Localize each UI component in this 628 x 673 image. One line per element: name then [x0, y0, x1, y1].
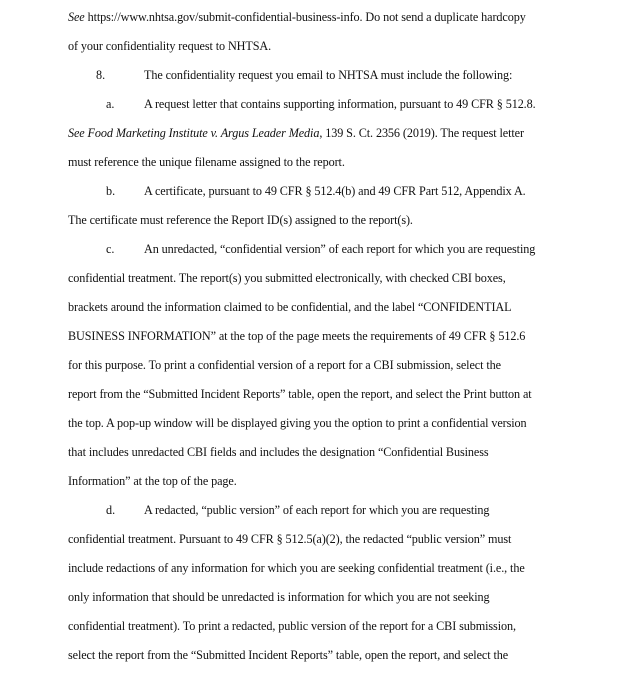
item-a-line-2 [68, 126, 524, 140]
item-d-marker: d. [106, 503, 116, 517]
item-b-marker: b. [106, 184, 116, 198]
item-c-marker: c. [106, 242, 115, 256]
item-8-text: The confidentiality request you email to NHTSA must include the following: [144, 68, 513, 82]
item-a-line-2-text: , 139 S. Ct. 2356 (2019). The request letter [319, 126, 524, 140]
item-8-number: 8. [96, 68, 106, 82]
item-d-line-2: confidential treatment. Pursuant to 49 CFR § 512.5(a)(2), the redacted “public version” must [68, 532, 512, 546]
item-d-line-1: A redacted, “public version” of each report for which you are requesting [144, 503, 490, 517]
item-c-line-9: Information” at the top of the page. [68, 474, 237, 488]
intro-line-2: of your confidentiality request to NHTSA. [68, 39, 272, 53]
intro-line-1 [68, 10, 526, 24]
see-italic: See [68, 10, 85, 24]
item-d-line-4: only information that should be unredacted is information for which you are not seeking [68, 590, 490, 604]
item-a-marker: a. [106, 97, 115, 111]
item-c-line-3: brackets around the information claimed to be confidential, and the label “CONFIDENTIAL [68, 300, 512, 314]
item-a-line-1: A request letter that contains supporting information, pursuant to 49 CFR § 512.8. [144, 97, 536, 111]
item-b-line-2: The certificate must reference the Report ID(s) assigned to the report(s). [68, 213, 413, 227]
item-d-line-5: confidential treatment). To print a redacted, public version of the report for a CBI submission, [68, 619, 516, 633]
item-d-line-6: select the report from the “Submitted Incident Reports” table, open the report, and select the [68, 648, 509, 662]
item-c-line-5: for this purpose. To print a confidential version of a report for a CBI submission, select the [68, 358, 501, 372]
item-c-line-8: that includes unredacted CBI fields and includes the designation “Confidential Business [68, 445, 489, 459]
intro-line-1-text: https://www.nhtsa.gov/submit-confidential-business-info. Do not send a duplicate hardcopy [84, 10, 526, 24]
item-c-line-6: report from the “Submitted Incident Reports” table, open the report, and select the Print button at [68, 387, 532, 401]
item-c-line-2: confidential treatment. The report(s) you submitted electronically, with checked CBI boxes, [68, 271, 506, 285]
item-b-line-1: A certificate, pursuant to 49 CFR § 512.4(b) and 49 CFR Part 512, Appendix A. [144, 184, 526, 198]
case-citation-italic: See Food Marketing Institute v. Argus Leader Media [68, 126, 320, 140]
item-c-line-1: An unredacted, “confidential version” of each report for which you are requesting [144, 242, 536, 256]
item-c-line-4: BUSINESS INFORMATION” at the top of the page meets the requirements of 49 CFR § 512.6 [68, 329, 526, 343]
item-c-line-7: the top. A pop-up window will be displayed giving you the option to print a confidential version [68, 416, 527, 430]
item-a-line-3: must reference the unique filename assigned to the report. [68, 155, 345, 169]
item-d-line-3: include redactions of any information for which you are seeking confidential treatment (i.e., the [68, 561, 525, 575]
